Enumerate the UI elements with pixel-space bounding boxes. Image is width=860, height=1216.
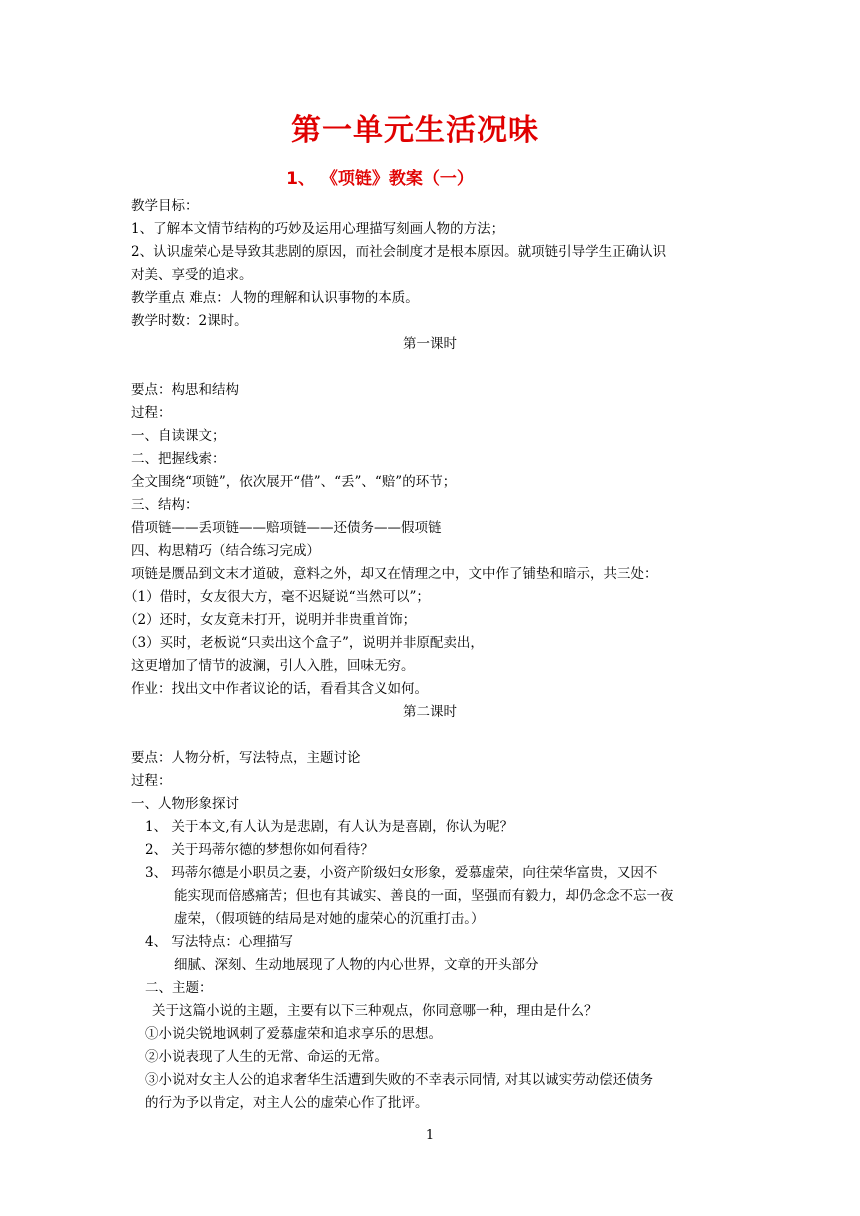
theme-prompt: 关于这篇小说的主题，主要有以下三种观点，你同意哪一种，理由是什么？ [152,1003,598,1019]
view-2: ②小说表现了人生的无常、命运的无常。 [145,1049,388,1065]
hint-3: （3）买时，老板说“只卖出这个盒子”，说明并非原配卖出， [124,635,484,651]
lesson-1-step-4-text: 项链是赝品到文末才道破，意料之外，却又在情理之中，文中作了铺垫和暗示，共三处： [131,566,658,582]
hint-summary: 这更增加了情节的波澜，引人入胜，回味无穷。 [131,658,415,674]
page-number: 1 [425,1128,435,1143]
lesson-1-step-4: 四、构思精巧（结合练习完成） [131,543,320,559]
lesson-2-heading: 第二课时 [403,704,457,720]
hint-2: （2）还时，女友竟未打开，说明并非贵重首饰； [124,612,417,628]
lesson-title: 1、 《项链》教案（一） [286,169,474,189]
unit-title: 第一单元生活况味 [291,113,539,148]
key-points: 教学重点 难点：人物的理解和认识事物的本质。 [131,290,419,306]
lesson-2-step-2: 二、主题： [145,980,213,996]
lesson-1-step-3: 三、结构： [131,497,199,513]
lesson-1-process: 过程： [131,405,172,421]
lesson-1-heading: 第一课时 [403,336,457,352]
lesson-2-step-1: 一、人物形象探讨 [131,796,239,812]
goals-heading: 教学目标： [131,198,199,214]
lesson-2-key: 要点：人物分析，写法特点，主题讨论 [131,750,361,766]
lesson-1-step-2-text: 全文围绕“项链”，依次展开“借”、“丢”、“赔”的环节； [131,474,457,490]
teaching-hours: 教学时数：2课时。 [131,313,248,329]
question-4-text: 细腻、深刻、生动地展现了人物的内心世界，文章的开头部分 [174,957,539,973]
lesson-1-key: 要点：构思和结构 [131,382,239,398]
lesson-2-process: 过程： [131,773,172,789]
view-3-line-2: 的行为予以肯定，对主人公的虚荣心作了批评。 [145,1095,429,1111]
hint-1: （1）借时，女友很大方，毫不迟疑说“当然可以”； [124,589,430,605]
question-2: 2、 关于玛蒂尔德的梦想你如何看待？ [145,842,374,858]
question-3-line-1: 3、 玛蒂尔德是小职员之妻，小资产阶级妇女形象，爱慕虚荣，向往荣华富贵，又因不 [145,865,658,881]
lesson-1-homework: 作业：找出文中作者议论的话，看看其含义如何。 [131,681,428,697]
view-3-line-1: ③小说对女主人公的追求奢华生活遭到失败的不幸表示同情, 对其以诚实劳动偿还债务 [145,1072,654,1088]
question-3-line-3: 虚荣，（假项链的结局是对她的虚荣心的沉重打击。） [174,911,485,927]
lesson-1-step-1: 一、自读课文； [131,428,226,444]
goal-item-2-line-1: 2、认识虚荣心是导致其悲剧的原因，而社会制度才是根本原因。就项链引导学生正确认识 [131,244,667,260]
question-1: 1、 关于本文,有人认为是悲剧，有人认为是喜剧，你认为呢？ [145,819,514,835]
lesson-1-step-3-text: 借项链——丢项链——赔项链——还债务——假项链 [131,520,442,536]
question-4: 4、 写法特点：心理描写 [145,934,293,950]
goal-item-2-line-2: 对美、享受的追求。 [131,267,253,283]
goal-item-1: 1、了解本文情节结构的巧妙及运用心理描写刻画人物的方法； [131,221,505,237]
question-3-line-2: 能实现而倍感痛苦；但也有其诚实、善良的一面，坚强而有毅力，却仍念念不忘一夜 [174,888,674,904]
lesson-1-step-2: 二、把握线索： [131,451,226,467]
view-1: ①小说尖锐地讽刺了爱慕虚荣和追求享乐的思想。 [145,1026,442,1042]
